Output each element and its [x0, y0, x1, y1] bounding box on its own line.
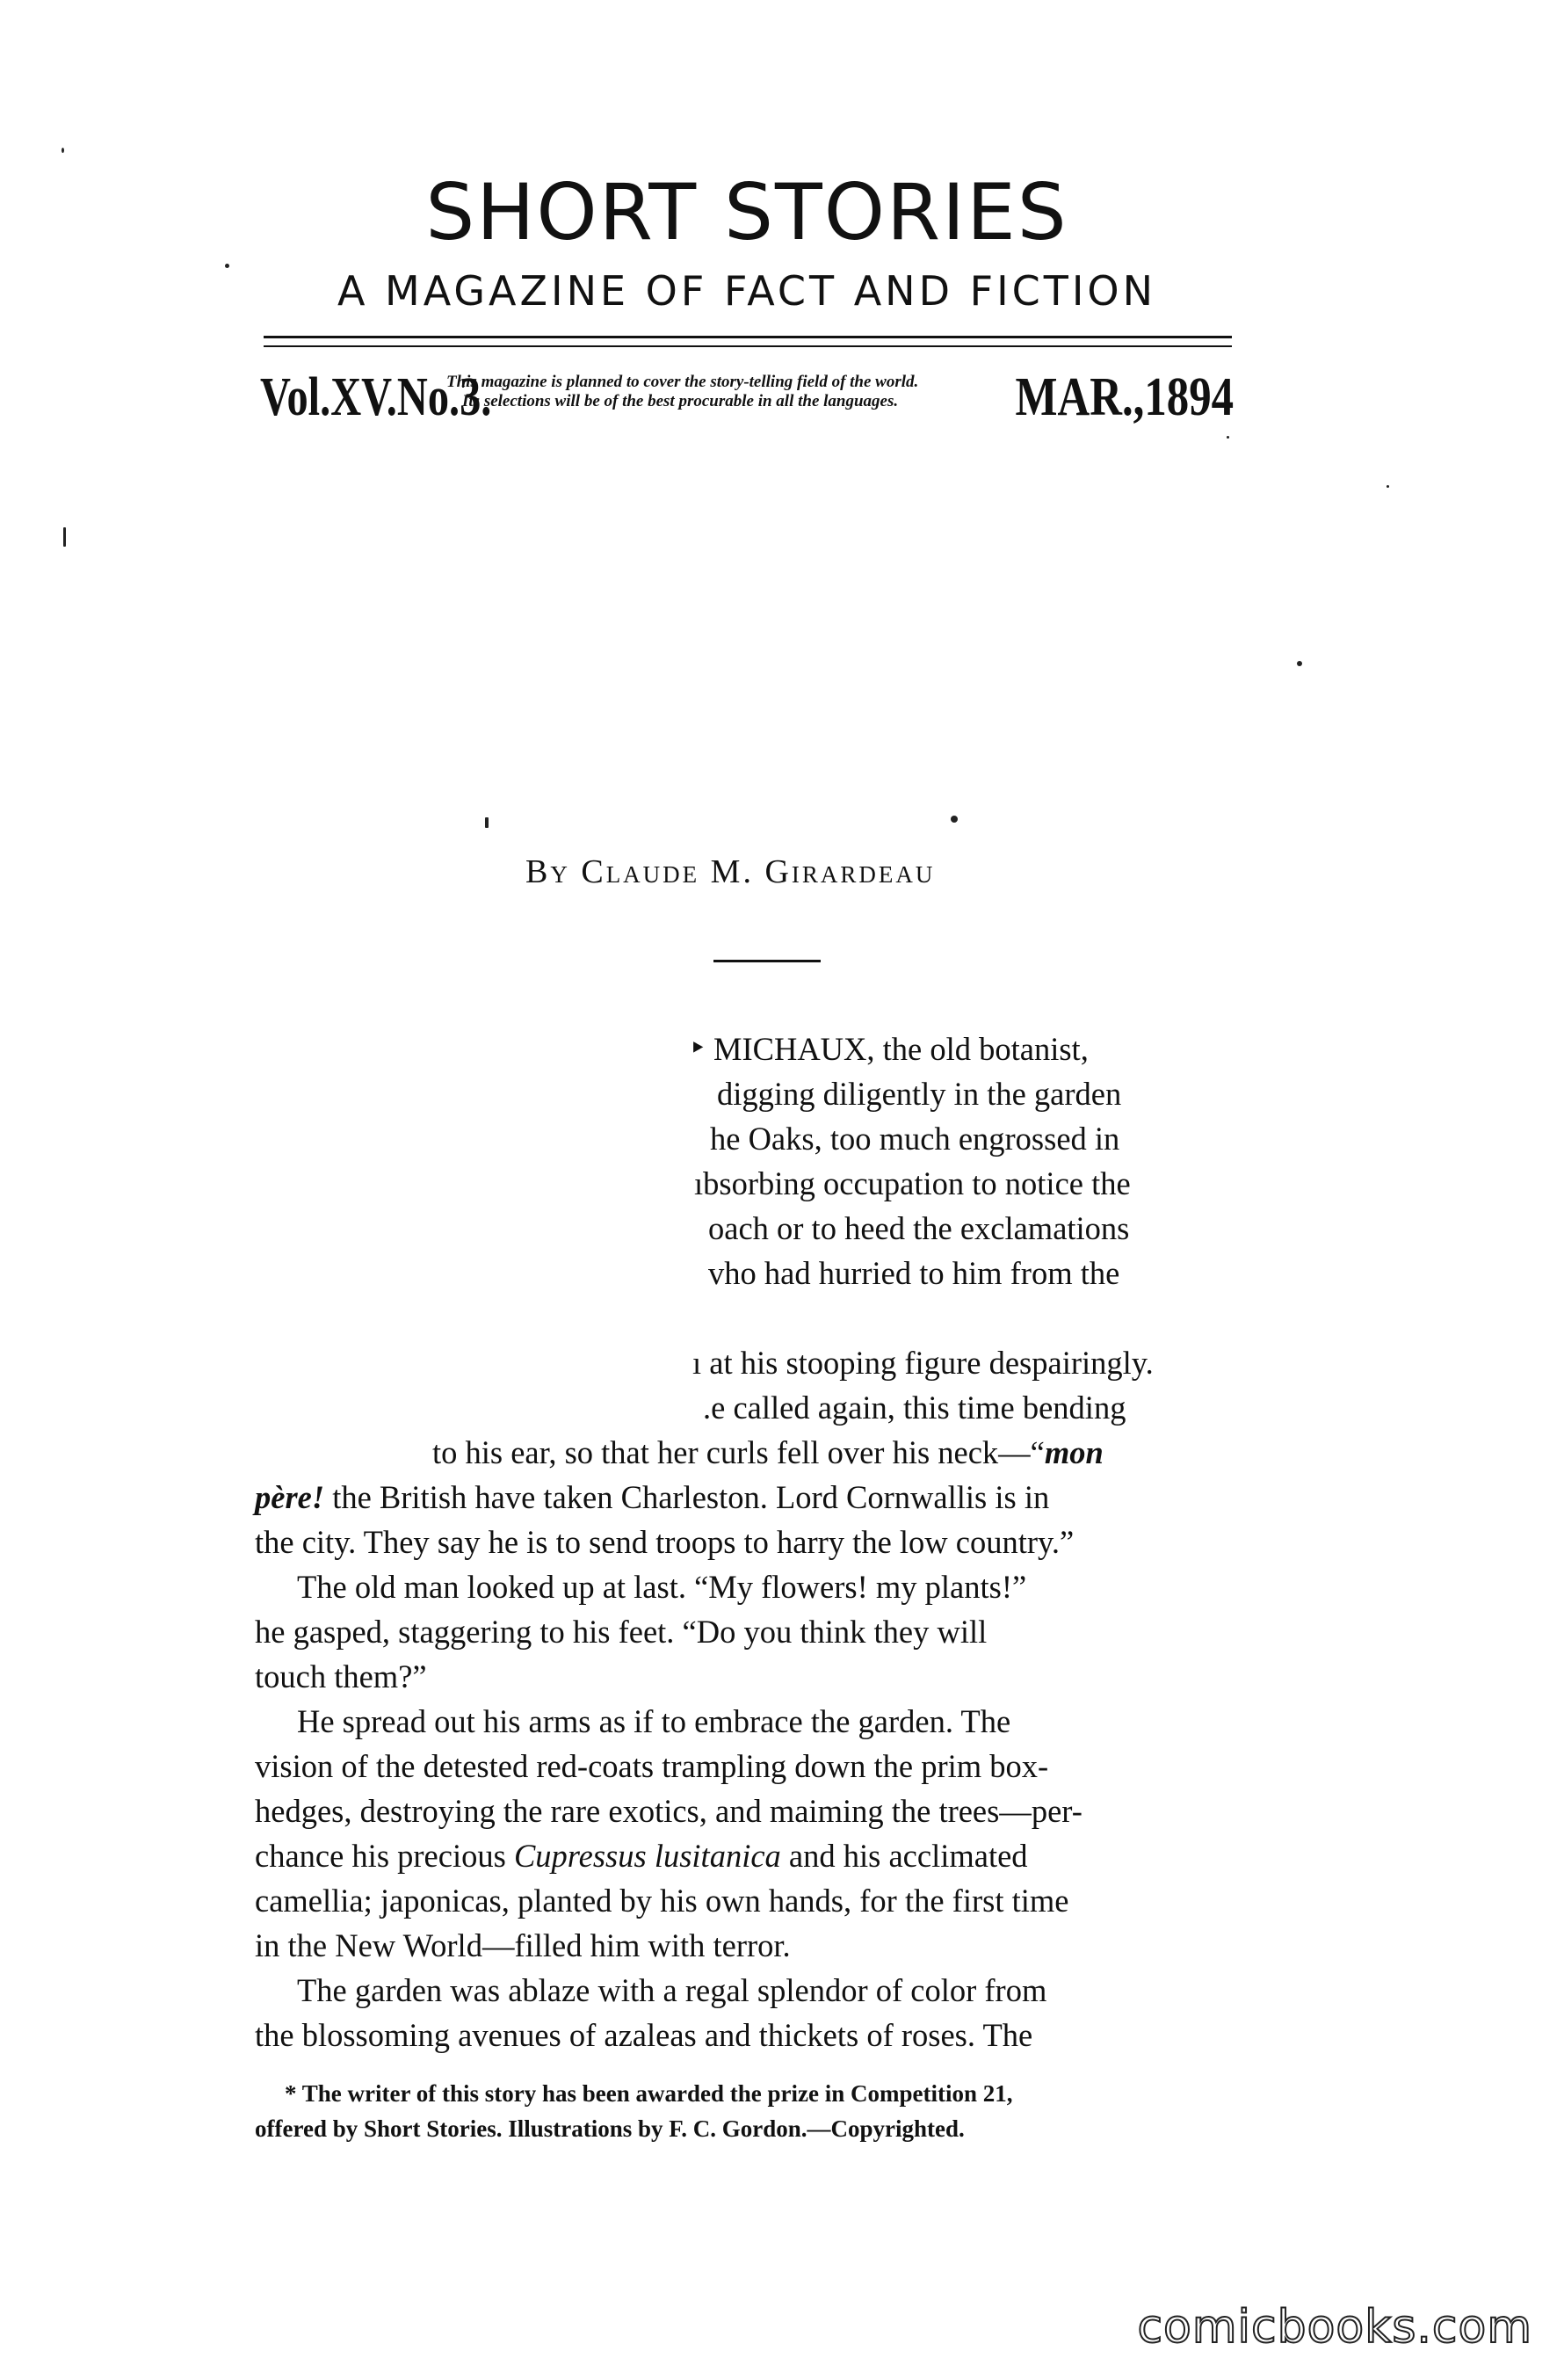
story-line-1: MICHAUX, the old botanist, — [713, 1031, 1089, 1067]
story-line-18-text: chance his precious — [255, 1838, 514, 1874]
magazine-title: SHORT STORIES — [425, 167, 1068, 258]
story-line-9 — [432, 1430, 1104, 1475]
story-line-5: oach or to heed the exclamations — [708, 1210, 1130, 1246]
story-line-10-italic: père! — [255, 1479, 325, 1515]
story-line-4: ıbsorbing occupation to notice the — [694, 1165, 1131, 1201]
issue-date: MAR.,1894 — [1015, 367, 1234, 427]
scan-speck — [1387, 485, 1389, 488]
masthead-top-rule — [264, 336, 1232, 338]
story-line-16: vision of the detested red-coats trampling down the prim box- — [255, 1748, 1049, 1784]
mission-line-2: Its selections will be of the best procurable in all the languages. — [462, 392, 899, 410]
story-line-8: .e called again, this time bending — [703, 1390, 1126, 1426]
scan-speck — [63, 527, 66, 547]
footnote-line-2: offered by Short Stories. Illustrations by F. C. Gordon.—Copyrighted. — [255, 2115, 965, 2142]
story-line-7: ı at his stooping figure despairingly. — [692, 1345, 1154, 1381]
story-line-22: the blossoming avenues of azaleas and thickets of roses. The — [255, 2017, 1033, 2053]
story-line-6: vho had hurried to him from the — [708, 1255, 1120, 1291]
scan-speck — [1297, 661, 1302, 666]
story-line-15: He spread out his arms as if to embrace the garden. The — [297, 1703, 1011, 1739]
scan-speck — [62, 148, 64, 153]
story-line-10-text: the British have taken Charleston. Lord Cornwallis is in — [324, 1479, 1050, 1515]
issue-line — [260, 367, 1234, 427]
scan-speck — [485, 817, 489, 828]
story-line-17: hedges, destroying the rare exotics, and maiming the trees—per- — [255, 1793, 1082, 1829]
story-line-19: camellia; japonicas, planted by his own hands, for the first time — [255, 1883, 1069, 1919]
story-line-20: in the New World—filled him with terror. — [255, 1927, 791, 1963]
scan-speck — [225, 264, 229, 268]
footnote-line-1: * The writer of this story has been awarded the prize in Competition 21, — [285, 2080, 1013, 2107]
story-line-9-text: to his ear, so that her curls fell over his neck—“ — [432, 1434, 1045, 1470]
story-line-12: The old man looked up at last. “My flowers! my plants!” — [297, 1569, 1027, 1605]
story-line-3: he Oaks, too much engrossed in — [710, 1121, 1120, 1157]
story-line-9-italic: mon — [1044, 1434, 1104, 1470]
magazine-subtitle: A MAGAZINE OF FACT AND FICTION — [337, 267, 1157, 315]
scan-speck — [951, 816, 958, 823]
story-line-18-italic: Cupressus lusitanica — [513, 1838, 781, 1874]
story-line-14: touch them?” — [255, 1658, 427, 1694]
story-line-18-rest: and his acclimated — [780, 1838, 1028, 1874]
magazine-mission-statement — [446, 373, 1079, 411]
volume-number: Vol.XV.No.3. — [260, 367, 492, 427]
story-line-13: he gasped, staggering to his feet. “Do you think they will — [255, 1614, 988, 1650]
story-line-18 — [255, 1833, 1028, 1878]
story-line-10 — [255, 1475, 1049, 1520]
byline-divider — [713, 960, 821, 962]
drop-cap-fragment: ‣ — [689, 1033, 707, 1065]
story-line-2: digging diligently in the garden — [717, 1076, 1122, 1112]
story-line-21: The garden was ablaze with a regal splendor of color from — [297, 1972, 1047, 2008]
author-byline: By Claude M. Girardeau — [525, 853, 936, 890]
story-line-11: the city. They say he is to send troops to harry the low country.” — [255, 1524, 1075, 1560]
watermark: comicbooks.com — [1137, 2301, 1532, 2354]
footnote — [255, 2076, 1190, 2146]
masthead-bottom-rule — [264, 345, 1232, 347]
scan-speck — [1227, 436, 1229, 439]
mission-line-1: This magazine is planned to cover the story-telling field of the world. — [446, 373, 919, 391]
